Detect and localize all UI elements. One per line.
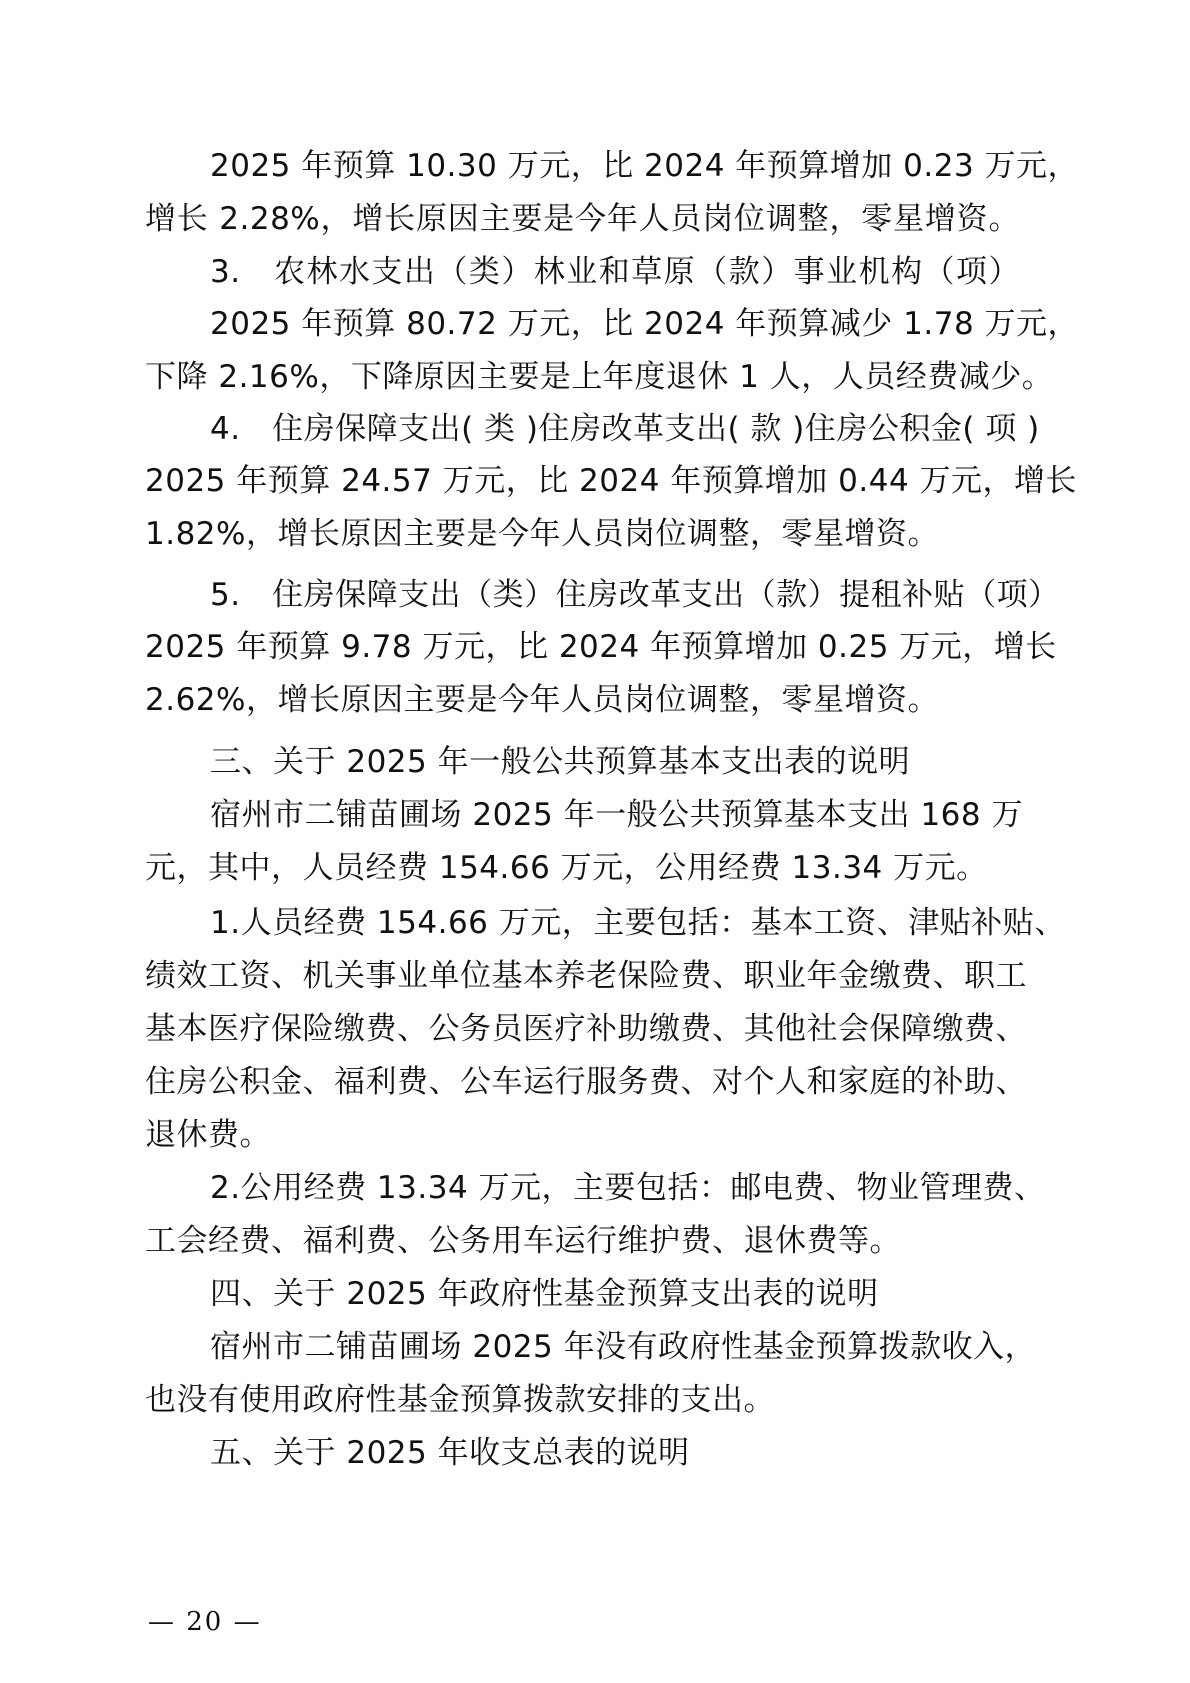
text-line: 住房公积金、福利费、公车运行服务费、对个人和家庭的补助、 [145,1064,1027,1100]
text-line: 1.人员经费 154.66 万元，主要包括：基本工资、津贴补贴、 [210,905,1066,941]
text-line: 2025 年预算 9.78 万元，比 2024 年预算增加 0.25 万元，增长 [145,629,1057,665]
section-heading: 五、关于 2025 年收支总表的说明 [210,1435,690,1471]
text-line: 宿州市二铺苗圃场 2025 年一般公共预算基本支出 168 万 [210,797,1023,833]
section-heading: 3. 农林水支出（类）林业和草原（款）事业机构（项） [210,254,1020,290]
section-heading: 5. 住房保障支出（类）住房改革支出（款）提租补贴（项） [210,577,1060,613]
text-line: 绩效工资、机关事业单位基本养老保险费、职业年金缴费、职工 [145,958,1027,994]
text-line: 宿州市二铺苗圃场 2025 年没有政府性基金预算拨款收入， [210,1329,1037,1365]
text-line: 退休费。 [145,1117,271,1153]
section-heading: 三、关于 2025 年一般公共预算基本支出表的说明 [210,744,911,780]
text-line: 下降 2.16%，下降原因主要是上年度退休 1 人，人员经费减少。 [145,359,1054,395]
text-line: 2.62%，增长原因主要是今年人员岗位调整，零星增资。 [145,682,939,718]
text-line: 2025 年预算 10.30 万元，比 2024 年预算增加 0.23 万元， [210,148,1080,184]
text-line: 增长 2.28%，增长原因主要是今年人员岗位调整，零星增资。 [145,201,1020,237]
text-line: 2.公用经费 13.34 万元，主要包括：邮电费、物业管理费、 [210,1170,1046,1206]
text-line: 也没有使用政府性基金预算拨款安排的支出。 [145,1382,775,1418]
text-line: 基本医疗保险缴费、公务员医疗补助缴费、其他社会保障缴费、 [145,1011,1027,1047]
text-line: 2025 年预算 24.57 万元，比 2024 年预算增加 0.44 万元，增长 [145,463,1078,499]
text-line: 2025 年预算 80.72 万元，比 2024 年预算减少 1.78 万元， [210,306,1080,342]
section-heading: 四、关于 2025 年政府性基金预算支出表的说明 [210,1276,879,1312]
text-line: 1.82%，增长原因主要是今年人员岗位调整，零星增资。 [145,516,939,552]
page-number: — 20 — [148,1607,262,1637]
text-line: 工会经费、福利费、公务用车运行维护费、退休费等。 [145,1223,901,1259]
section-heading: 4. 住房保障支出( 类 )住房改革支出( 款 )住房公积金( 项 ) [210,411,1040,447]
text-line: 元，其中，人员经费 154.66 万元，公用经费 13.34 万元。 [145,850,988,886]
